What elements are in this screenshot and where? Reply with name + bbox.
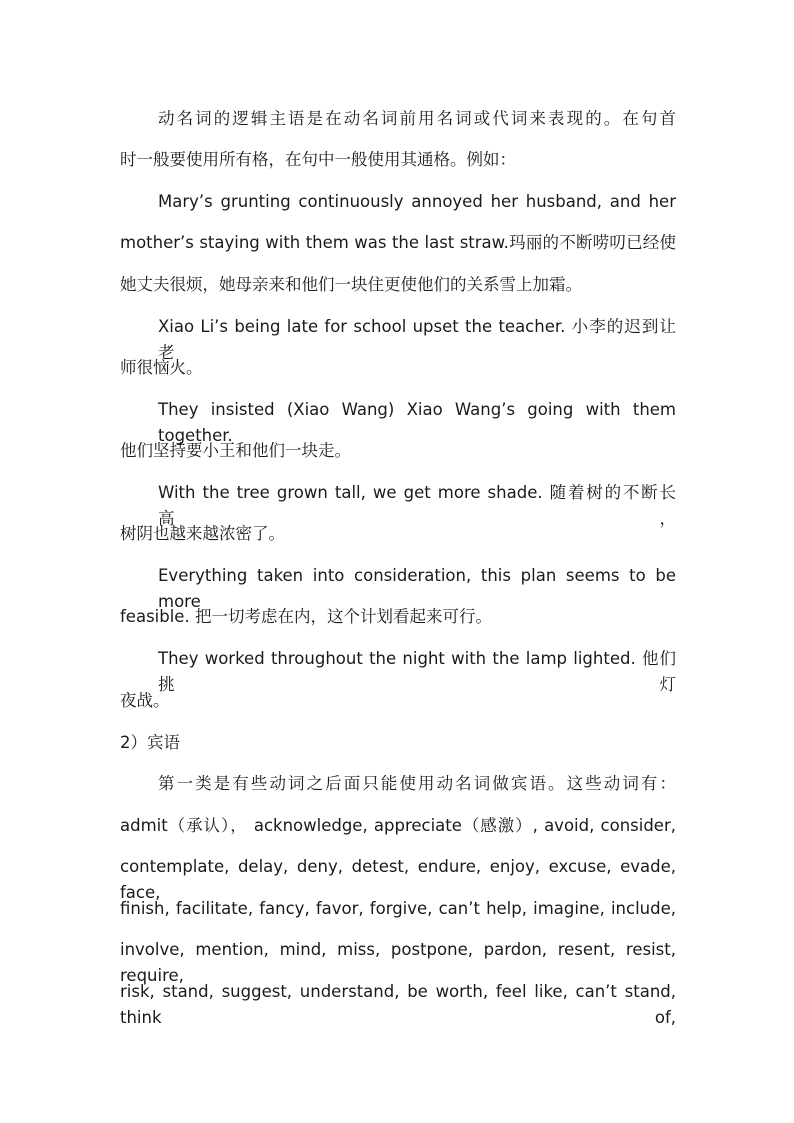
text-line: 他们坚持要小王和他们一块走。	[120, 441, 351, 460]
text-line: 树阴也越来越浓密了。	[120, 524, 285, 543]
text-line: They insisted (Xiao Wang) Xiao Wang’s going with them together.	[158, 400, 676, 445]
section-heading: 2）宾语	[120, 733, 180, 752]
text-line: Xiao Li’s being late for school upset the teacher. 小李的迟到让老	[158, 317, 676, 362]
text-line: 时一般要使用所有格，在句中一般使用其通格。例如：	[120, 150, 516, 169]
text-line: 第一类是有些动词之后面只能使用动名词做宾语。这些动词有：	[158, 774, 676, 793]
text-line: contemplate, delay, deny, detest, endure, enjoy, excuse, evade, face,	[120, 857, 676, 902]
text-line: admit（承认）， acknowledge, appreciate（感激）, avoid, consider,	[120, 816, 676, 835]
text-line: feasible. 把一切考虑在内，这个计划看起来可行。	[120, 607, 492, 626]
text-line: Everything taken into consideration, this plan seems to be more	[158, 566, 676, 611]
text-line: mother’s staying with them was the last straw.玛丽的不断唠叨已经使	[120, 233, 676, 252]
text-line: 动名词的逻辑主语是在动名词前用名词或代词来表现的。在句首	[158, 109, 676, 128]
text-line: With the tree grown tall, we get more shade. 随着树的不断长高，	[158, 483, 676, 528]
text-line: involve, mention, mind, miss, postpone, pardon, resent, resist, require,	[120, 940, 676, 985]
text-line: Mary’s grunting continuously annoyed her husband, and her	[158, 192, 676, 211]
text-line: 师很恼火。	[120, 358, 203, 377]
text-line: finish, facilitate, fancy, favor, forgive, can’t help, imagine, include,	[120, 899, 676, 918]
text-line: 她丈夫很烦，她母亲来和他们一块住更使他们的关系雪上加霜。	[120, 275, 582, 294]
text-line: risk, stand, suggest, understand, be worth, feel like, can’t stand, think of,	[120, 982, 676, 1027]
text-line: They worked throughout the night with the lamp lighted. 他们挑灯	[158, 649, 676, 694]
text-line: 夜战。	[120, 691, 170, 710]
